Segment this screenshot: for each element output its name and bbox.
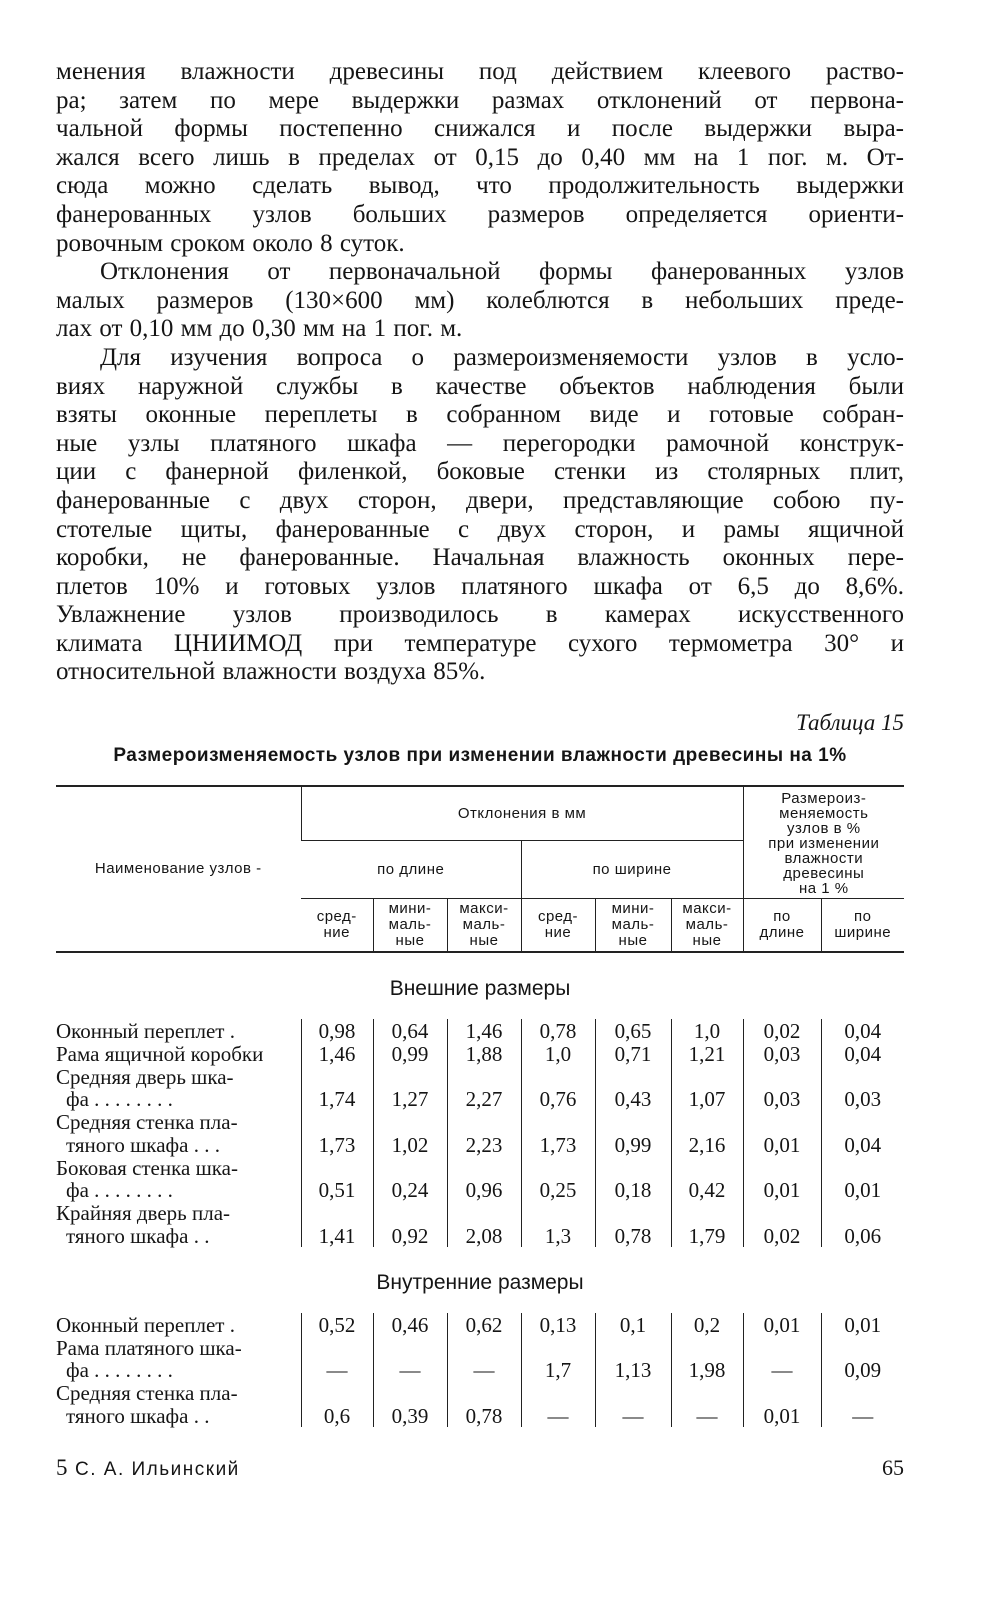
cell-value: 2,08 (447, 1202, 521, 1248)
text-line: сюда можно сделать вывод, что продолжительность выдержки (56, 172, 904, 200)
row-name (56, 1336, 301, 1382)
text-line: фанерованные с двух сторон, двери, представляющие собою пу- (56, 486, 904, 514)
cell-value: 0,03 (743, 1042, 821, 1065)
cell-value: 1,0 (671, 1019, 743, 1042)
paragraph (56, 58, 904, 258)
row-name-line: Крайняя дверь пла- (56, 1201, 231, 1226)
table-row (56, 1336, 904, 1382)
cell-value: 0,01 (743, 1382, 821, 1428)
cell-value: 1,07 (671, 1065, 743, 1111)
cell-value: 0,01 (743, 1156, 821, 1202)
table-row (56, 1065, 904, 1111)
table-row (56, 1111, 904, 1157)
row-name (56, 1382, 301, 1428)
table-row (56, 1156, 904, 1202)
cell-value: 2,27 (447, 1065, 521, 1111)
text-line: лах от 0,10 мм до 0,30 мм на 1 пог. м. (56, 315, 463, 343)
cell-value: — (373, 1336, 447, 1382)
cell-value: 1,02 (373, 1111, 447, 1157)
row-name-line: тяного шкафа . . (66, 1403, 210, 1428)
cell-value: 0,64 (373, 1019, 447, 1042)
row-name-line: Рама ящичной коробки (56, 1041, 264, 1066)
cell-value: 0,01 (821, 1313, 904, 1336)
header-pct-length: по длине (743, 899, 821, 953)
row-name-line: Оконный переплет . (56, 1312, 235, 1337)
header-wid-max: макси- маль- ные (671, 899, 743, 953)
cell-value: — (301, 1336, 373, 1382)
cell-value: 0,13 (521, 1313, 595, 1336)
cell-value: 2,16 (671, 1111, 743, 1157)
cell-value: 0,99 (373, 1042, 447, 1065)
cell-value: 0,78 (447, 1382, 521, 1428)
section-heading-row (56, 952, 904, 1019)
row-name-line: Рама платяного шка- (56, 1335, 242, 1360)
text-line: фанерованных узлов больших размеров определяется ориенти- (56, 200, 904, 228)
text-line: коробки, не фанерованные. Начальная влажность оконных пере- (56, 544, 904, 572)
section-title: Внешние размеры (389, 977, 571, 1001)
page-footer (56, 1455, 904, 1481)
cell-value: 0,43 (595, 1065, 671, 1111)
cell-value: — (595, 1382, 671, 1428)
cell-value: 0,76 (521, 1065, 595, 1111)
row-name (56, 1019, 301, 1042)
table-label: Таблица 15 (795, 710, 904, 736)
text-line: климата ЦНИИМОД при температуре сухого термометра 30° и (56, 629, 904, 657)
row-name-line: Боковая стенка шка- (56, 1155, 238, 1180)
cell-value: 0,24 (373, 1156, 447, 1202)
cell-value: 1,73 (301, 1111, 373, 1157)
signature-mark: 5 С. А. Ильинский (56, 1455, 240, 1480)
table-body (56, 952, 904, 1427)
text-line: относительной влажности воздуха 85%. (56, 658, 486, 686)
cell-value: 0,42 (671, 1156, 743, 1202)
header-by-length: по длине (301, 840, 521, 898)
cell-value: 0,04 (821, 1111, 904, 1157)
cell-value: 1,79 (671, 1202, 743, 1248)
text-line: малых размеров (130×600 мм) колеблются в небольших преде- (56, 286, 904, 314)
section-title: Внутренние размеры (376, 1271, 584, 1295)
cell-value: 1,73 (521, 1111, 595, 1157)
cell-value: 1,3 (521, 1202, 595, 1248)
text-line: ные узлы платяного шкафа — перегородки рамочной конструк- (56, 429, 904, 457)
cell-value: 0,96 (447, 1156, 521, 1202)
row-name (56, 1202, 301, 1248)
cell-value: 1,98 (671, 1336, 743, 1382)
header-len-min: мини- маль- ные (373, 899, 447, 953)
cell-value: 1,46 (447, 1019, 521, 1042)
row-name (56, 1313, 301, 1336)
cell-value: 1,21 (671, 1042, 743, 1065)
section-heading-row (56, 1247, 904, 1313)
cell-value: 0,04 (821, 1019, 904, 1042)
cell-value: 0,52 (301, 1313, 373, 1336)
cell-value: 0,2 (671, 1313, 743, 1336)
text-line: виях наружной службы в качестве объектов наблюдения были (56, 372, 904, 400)
header-wid-min: мини- маль- ные (595, 899, 671, 953)
cell-value: 0,09 (821, 1336, 904, 1382)
row-name-line: фа . . . . . . . . (66, 1087, 173, 1112)
cell-value: 0,51 (301, 1156, 373, 1202)
cell-value: 0,78 (521, 1019, 595, 1042)
cell-value: — (521, 1382, 595, 1428)
table-header (56, 786, 904, 952)
table-row (56, 1042, 904, 1065)
cell-value: 0,71 (595, 1042, 671, 1065)
page (56, 58, 904, 1427)
cell-value: 0,62 (447, 1313, 521, 1336)
paragraph (56, 344, 904, 687)
cell-value: 1,46 (301, 1042, 373, 1065)
cell-value: 0,78 (595, 1202, 671, 1248)
row-name (56, 1042, 301, 1065)
header-wid-avg: сред- ние (521, 899, 595, 953)
cell-value: 0,6 (301, 1382, 373, 1428)
cell-value: 0,18 (595, 1156, 671, 1202)
cell-value: 0,01 (821, 1156, 904, 1202)
row-name (56, 1065, 301, 1111)
page-number: 65 (882, 1455, 904, 1480)
cell-value: 0,92 (373, 1202, 447, 1248)
text-line: чальной формы постепенно снижался и после выдержки выра- (56, 115, 904, 143)
cell-value: 0,99 (595, 1111, 671, 1157)
row-name (56, 1111, 301, 1157)
cell-value: 1,41 (301, 1202, 373, 1248)
cell-value: 0,03 (743, 1065, 821, 1111)
row-name-line: фа . . . . . . . . (66, 1178, 173, 1203)
cell-value: 0,39 (373, 1382, 447, 1428)
row-name-line: Средняя стенка пла- (56, 1110, 238, 1135)
row-name-line: фа . . . . . . . . (66, 1358, 173, 1383)
text-line: Отклонения от первоначальной формы фанерованных узлов (100, 258, 904, 286)
text-line: стотелые щиты, фанерованные с двух сторон, и рамы ящичной (56, 515, 904, 543)
cell-value: 1,88 (447, 1042, 521, 1065)
cell-value: — (743, 1336, 821, 1382)
deviation-table (56, 785, 904, 1427)
row-name (56, 1156, 301, 1202)
row-name-line: Оконный переплет . (56, 1018, 235, 1043)
header-len-avg: сред- ние (301, 899, 373, 953)
cell-value: 0,25 (521, 1156, 595, 1202)
cell-value: 0,02 (743, 1019, 821, 1042)
header-change-pct: Размероиз- меняемость узлов в % при изменении влажности древесины на 1 % (743, 786, 904, 899)
row-name-line: Средняя стенка пла- (56, 1381, 238, 1406)
cell-value: 0,46 (373, 1313, 447, 1336)
table-row (56, 1313, 904, 1336)
row-name-line: тяного шкафа . . . (66, 1132, 220, 1157)
cell-value: — (671, 1382, 743, 1428)
table-title: Размероизменяемость узлов при изменении влажности древесины на 1% (113, 745, 847, 767)
cell-value: 0,01 (743, 1111, 821, 1157)
cell-value: 1,27 (373, 1065, 447, 1111)
header-pct-width: по ширине (821, 899, 904, 953)
cell-value: 0,06 (821, 1202, 904, 1248)
cell-value: 1,74 (301, 1065, 373, 1111)
cell-value: 2,23 (447, 1111, 521, 1157)
cell-value: 0,04 (821, 1042, 904, 1065)
header-deviations: Отклонения в мм (301, 786, 743, 840)
cell-value: 0,01 (743, 1313, 821, 1336)
cell-value: 0,1 (595, 1313, 671, 1336)
table-row (56, 1382, 904, 1428)
header-by-width: по ширине (521, 840, 743, 898)
cell-value: 1,0 (521, 1042, 595, 1065)
text-line: Для изучения вопроса о размероизменяемости узлов в усло- (100, 343, 904, 371)
cell-value: 0,65 (595, 1019, 671, 1042)
cell-value: 0,02 (743, 1202, 821, 1248)
header-name: Наименование узлов - (56, 786, 301, 952)
table-row (56, 1202, 904, 1248)
cell-value: 0,98 (301, 1019, 373, 1042)
text-line: ции с фанерной филенкой, боковые стенки из столярных плит, (56, 458, 904, 486)
cell-value: — (821, 1382, 904, 1428)
cell-value: — (447, 1336, 521, 1382)
cell-value: 1,13 (595, 1336, 671, 1382)
cell-value: 0,03 (821, 1065, 904, 1111)
text-line: Увлажнение узлов производилось в камерах искусственного (56, 601, 904, 629)
text-line: жался всего лишь в пределах от 0,15 до 0,40 мм на 1 пог. м. От- (56, 143, 904, 171)
text-line: ровочным сроком около 8 суток. (56, 229, 405, 257)
row-name-line: тяного шкафа . . (66, 1223, 210, 1248)
text-line: менения влажности древесины под действием клеевого раство- (56, 58, 904, 85)
cell-value: 1,7 (521, 1336, 595, 1382)
text-line: взяты оконные переплеты в собранном виде и готовые собран- (56, 401, 904, 429)
header-len-max: макси- маль- ные (447, 899, 521, 953)
text-line: плетов 10% и готовых узлов платяного шкафа от 6,5 до 8,6%. (56, 572, 904, 600)
text-line: ра; затем по мере выдержки размах отклонений от первона- (56, 86, 904, 114)
table-row (56, 1019, 904, 1042)
paragraph (56, 258, 904, 344)
body-text (56, 58, 904, 687)
row-name-line: Средняя дверь шка- (56, 1064, 234, 1089)
